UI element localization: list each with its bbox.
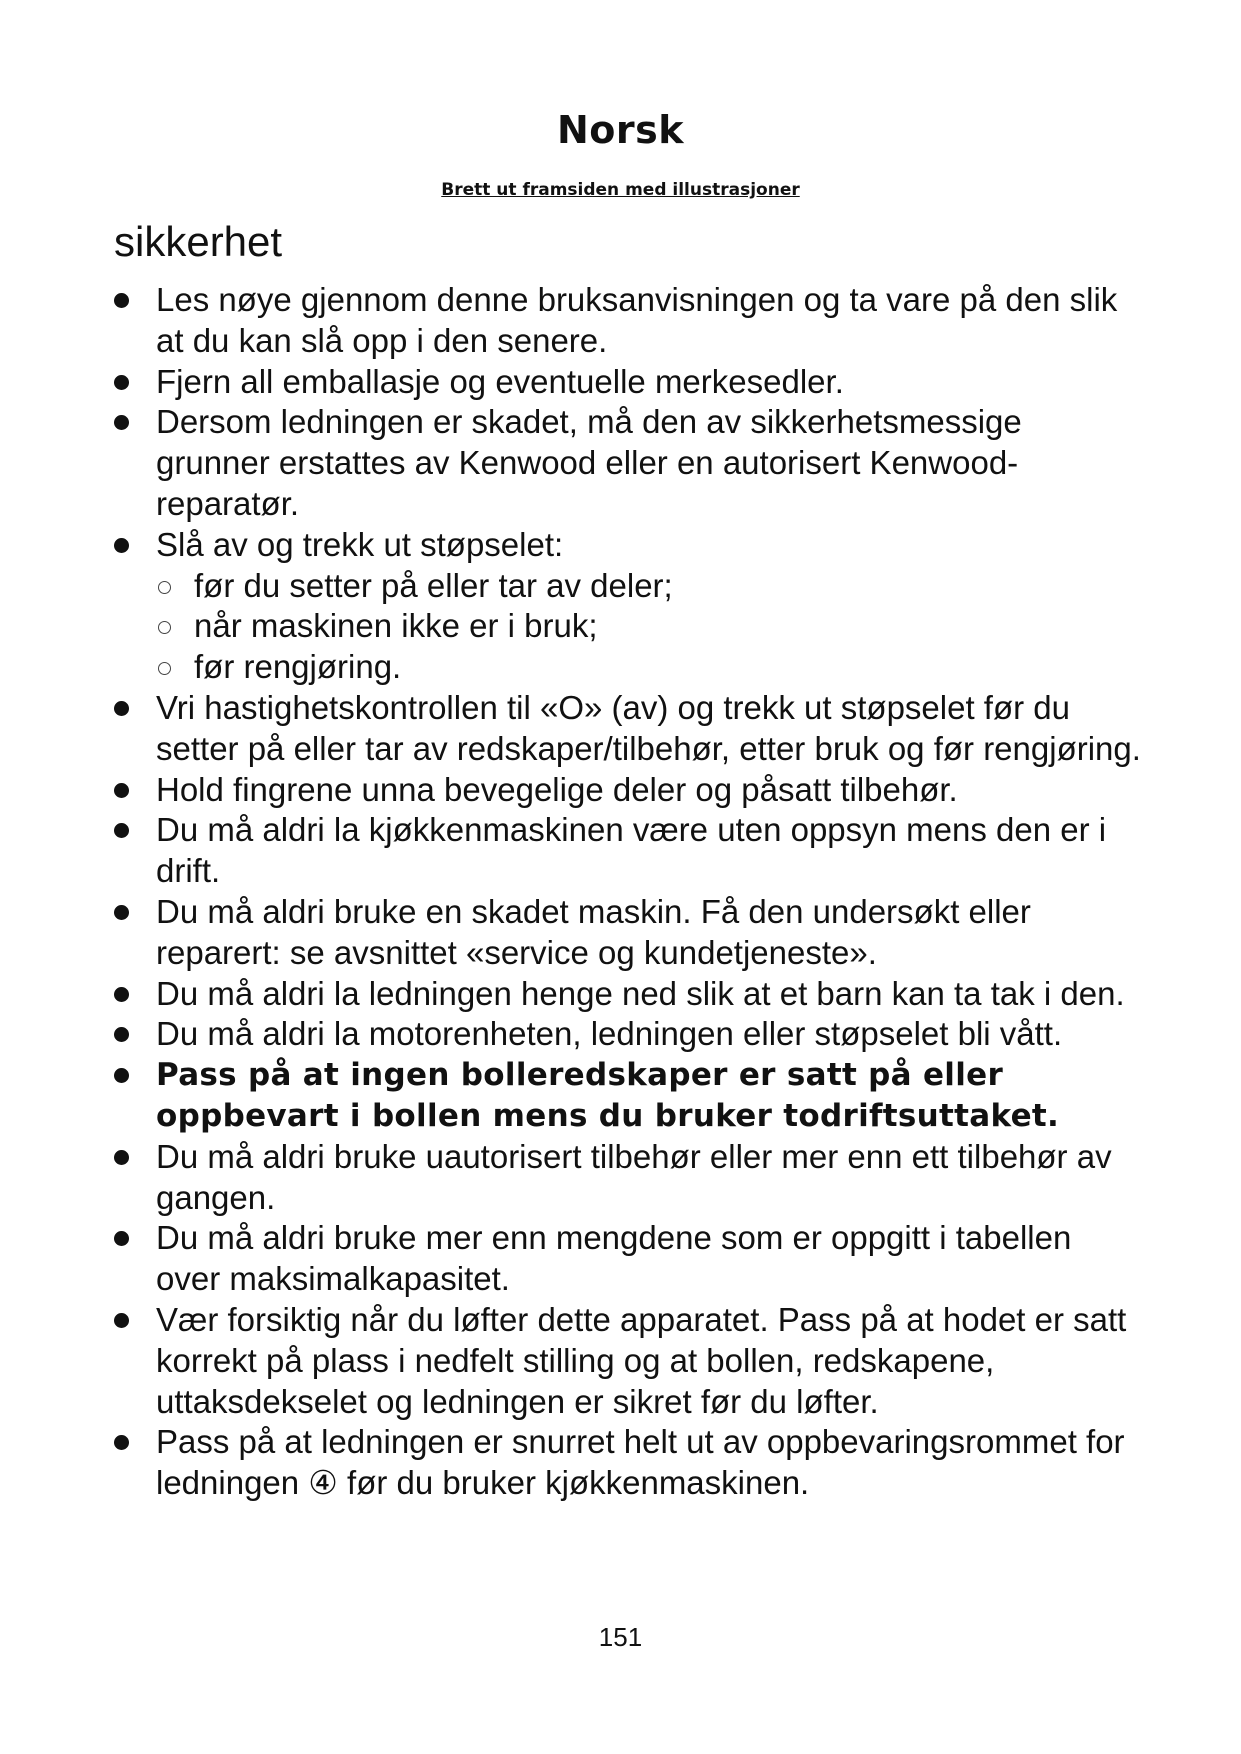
bullet-icon — [114, 293, 129, 308]
list-item — [114, 525, 1144, 688]
list-item-text: Du må aldri la motorenheten, ledningen eller støpselet bli vått. — [156, 1015, 1063, 1053]
bullet-icon — [114, 375, 129, 390]
section-heading: sikkerhet — [114, 218, 283, 265]
page-number: 151 — [598, 1622, 643, 1652]
sub-list-item — [156, 566, 1144, 607]
bullet-icon — [114, 1313, 129, 1328]
list-item-text: Pass på at ledningen er snurret helt ut av oppbevaringsrommet for ledningen ④ før du bruker kjøkkenmaskinen. — [156, 1423, 1125, 1502]
list-item — [114, 688, 1144, 770]
bullet-icon — [114, 783, 129, 798]
page-subtitle: Brett ut framsiden med illustrasjoner — [441, 180, 800, 200]
ring-bullet-icon — [158, 621, 171, 634]
bullet-icon — [114, 1150, 129, 1165]
sub-list-item-text: før rengjøring. — [194, 648, 402, 686]
sub-list-item-text: når maskinen ikke er i bruk; — [194, 607, 598, 645]
bullet-icon — [114, 905, 129, 920]
bullet-icon — [114, 1027, 129, 1042]
bullet-icon — [114, 415, 129, 430]
bullet-icon — [114, 823, 129, 838]
list-item — [114, 892, 1144, 974]
list-item — [114, 974, 1144, 1015]
list-item-text: Dersom ledningen er skadet, må den av sikkerhetsmessige grunner erstattes av Kenwood eller en autorisert Kenwood-reparatør. — [156, 403, 1022, 522]
bullet-icon — [114, 1231, 129, 1246]
list-item-text: Pass på at ingen bolleredskaper er satt på eller oppbevart i bollen mens du bruker todriftsuttaket. — [156, 1057, 1060, 1134]
list-item — [114, 810, 1144, 892]
sub-list-item-text: før du setter på eller tar av deler; — [194, 566, 673, 604]
list-item-text: Du må aldri bruke en skadet maskin. Få den undersøkt eller reparert: se avsnittet «service og kundetjeneste». — [156, 892, 1031, 971]
list-item-text: Du må aldri bruke uautorisert tilbehør eller mer enn ett tilbehør av gangen. — [156, 1137, 1112, 1216]
list-item-text: Fjern all emballasje og eventuelle merkesedler. — [156, 362, 844, 400]
list-item-text: Vri hastighetskontrollen til «O» (av) og trekk ut støpselet før du setter på eller tar av redskaper/tilbehør, etter bruk og før rengjøring. — [156, 688, 1141, 767]
list-item — [114, 1422, 1144, 1504]
list-item-text: Hold fingrene unna bevegelige deler og påsatt tilbehør. — [156, 770, 958, 808]
list-item — [114, 362, 1144, 403]
bullet-icon — [114, 987, 129, 1002]
list-item — [114, 402, 1144, 524]
sub-list-item — [156, 606, 1144, 647]
list-item — [114, 770, 1144, 811]
list-item — [114, 280, 1144, 362]
bullet-icon — [114, 701, 129, 716]
bullet-icon — [114, 1068, 129, 1083]
sub-list-item — [156, 647, 1144, 688]
list-item-text: Slå av og trekk ut støpselet: — [156, 525, 564, 563]
list-item-text: Du må aldri bruke mer enn mengdene som er oppgitt i tabellen over maksimalkapasitet. — [156, 1219, 1072, 1298]
page-title: Norsk — [556, 108, 685, 152]
safety-list — [114, 280, 1144, 1504]
sub-list — [156, 566, 1144, 688]
list-item-text: Vær forsiktig når du løfter dette apparatet. Pass på at hodet er satt korrekt på plass i nedfelt stilling og at bollen, redskapene, uttaksdekselet og ledningen er sikret før du løfter. — [156, 1300, 1127, 1420]
list-item-text: Les nøye gjennom denne bruksanvisningen og ta vare på den slik at du kan slå opp i den senere. — [156, 281, 1118, 359]
list-item — [114, 1014, 1144, 1055]
list-item — [114, 1218, 1144, 1300]
bullet-icon — [114, 538, 129, 553]
list-item-warning — [114, 1055, 1144, 1137]
ring-bullet-icon — [158, 662, 171, 675]
list-item — [114, 1137, 1144, 1219]
list-item — [114, 1300, 1144, 1422]
ring-bullet-icon — [158, 581, 171, 594]
bullet-icon — [114, 1435, 129, 1450]
list-item-text: Du må aldri la ledningen henge ned slik at et barn kan ta tak i den. — [156, 974, 1125, 1012]
list-item-text: Du må aldri la kjøkkenmaskinen være uten oppsyn mens den er i drift. — [156, 811, 1107, 890]
